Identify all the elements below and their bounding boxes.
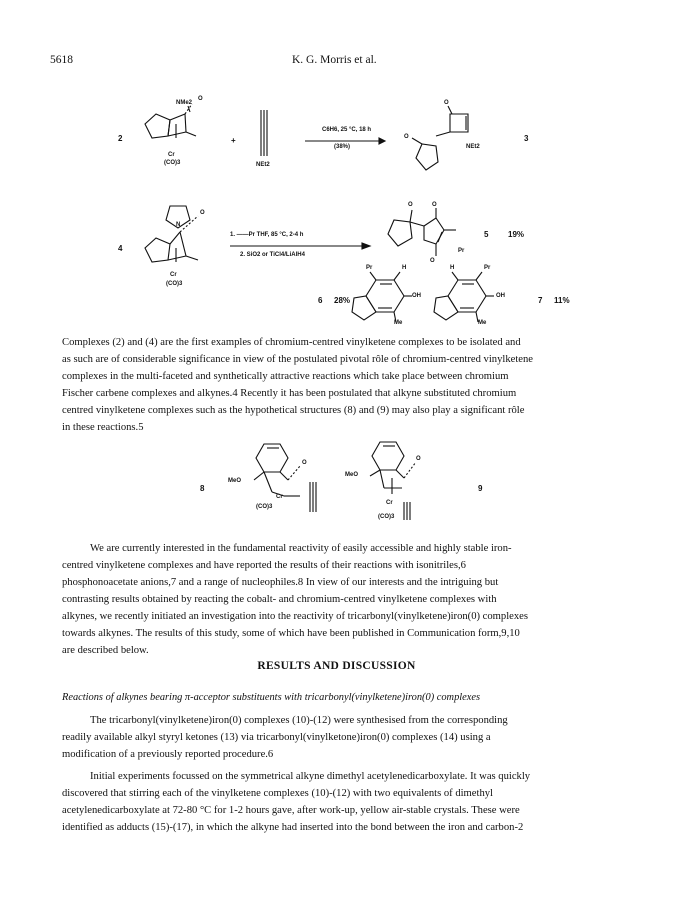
compound-6-hydrogen: H xyxy=(402,265,407,271)
compound-9-methoxy: MeO xyxy=(345,472,359,478)
text-line: are described below. xyxy=(62,645,149,656)
compound-4-metal: Cr xyxy=(170,272,177,278)
compound-5-yield: 19% xyxy=(508,230,525,239)
compound-9-number: 9 xyxy=(478,484,483,493)
text-line: readily available alkyl styryl ketones (13) via tricarbonyl(vinylketone)iron(0) complexes (14) using a xyxy=(62,732,491,743)
compound-2-number: 2 xyxy=(118,134,123,143)
plus-sign: + xyxy=(231,136,236,145)
text-line: as such are of considerable significance in view of the postulated pivotal rôle of chromium-centred vinylketene xyxy=(62,354,533,365)
compound-7-structure xyxy=(430,270,510,340)
reaction-1-yield: (38%) xyxy=(334,144,351,150)
compound-4-number: 4 xyxy=(118,244,123,253)
text-line: centred vinylketene complexes such as the hypothetical structures (8) and (9) may also play a significant rôle xyxy=(62,405,525,416)
reaction-2-arrow xyxy=(230,242,370,250)
compound-6-number: 6 xyxy=(318,296,323,305)
compound-4-amine-atom: N xyxy=(176,222,181,228)
reaction-2-step-1: 1. ——Pr THF, 85 °C, 2-4 h xyxy=(230,232,304,238)
compound-7-hydroxyl: OH xyxy=(496,293,505,299)
compound-8-metal: Cr xyxy=(276,494,283,500)
compound-5-oxygen-1: O xyxy=(408,202,413,208)
text-line: centred vinylketene complexes and have reported the results of their reactions with isonitriles,6 xyxy=(62,560,466,571)
compound-7-number: 7 xyxy=(538,296,543,305)
paragraph-3 xyxy=(62,712,622,763)
compound-5-substituent: Pr xyxy=(458,248,465,254)
compound-7-hydrogen: H xyxy=(450,265,455,271)
compound-9-oxygen: O xyxy=(416,456,421,462)
alkyne-structure xyxy=(258,108,270,162)
compound-3-oxygen-top: O xyxy=(444,100,449,106)
compound-4-structure xyxy=(140,196,230,286)
compound-7-yield: 11% xyxy=(554,296,570,305)
text-line: towards alkynes. The results of this study, some of which have been published in Communication form,9,10 xyxy=(62,628,520,639)
compound-3-number: 3 xyxy=(524,134,529,143)
text-line: The tricarbonyl(vinylketene)iron(0) complexes (10)-(12) were synthesised from the corresponding xyxy=(90,715,508,726)
text-line: alkynes, we recently initiated an investigation into the reactivity of tricarbonyl(vinylketene)iron(0) complexes xyxy=(62,611,528,622)
compound-5-number: 5 xyxy=(484,230,489,239)
compound-4-oxygen: O xyxy=(200,210,205,216)
subsection-heading: Reactions of alkynes bearing π-acceptor substituents with tricarbonyl(vinylketene)iron(0) complexes xyxy=(62,692,481,703)
compound-9-structure xyxy=(364,438,454,538)
compound-6-methyl: Me xyxy=(394,320,403,326)
compound-8-structure xyxy=(248,440,338,530)
compound-2-carbonyls: (CO)3 xyxy=(164,160,181,166)
compound-7-propyl: Pr xyxy=(484,265,491,271)
running-author: K. G. Morris et al. xyxy=(292,54,377,66)
compound-8-oxygen: O xyxy=(302,460,307,466)
compound-6-propyl: Pr xyxy=(366,265,373,271)
text-line: Complexes (2) and (4) are the first examples of chromium-centred vinylketene complexes to be isolated and xyxy=(62,337,521,348)
compound-2-substituent: NMe2 xyxy=(176,100,193,106)
text-line: identified as adducts (15)-(17), in which the alkyne had inserted into the bond between the iron and carbon-2 xyxy=(62,822,524,833)
text-line: We are currently interested in the fundamental reactivity of easily accessible and highly stable iron- xyxy=(90,543,512,554)
compound-9-carbonyls: (CO)3 xyxy=(378,514,395,520)
compound-5-structure xyxy=(378,200,478,280)
compound-6-hydroxyl: OH xyxy=(412,293,421,299)
compound-3-oxygen-left: O xyxy=(404,134,409,140)
compound-2-oxygen: O xyxy=(198,96,203,102)
compound-8-carbonyls: (CO)3 xyxy=(256,504,273,510)
compound-5-oxygen-3: O xyxy=(430,258,435,264)
compound-2-structure xyxy=(140,98,220,178)
text-line: discovered that stirring each of the vinylketene complexes (10)-(12) with two equivalents of dimethyl xyxy=(62,788,493,799)
compound-9-metal: Cr xyxy=(386,500,393,506)
text-line: Initial experiments focussed on the symmetrical alkyne dimethyl acetylenedicarboxylate. It was quickly xyxy=(90,771,531,782)
compound-7-methyl: Me xyxy=(478,320,487,326)
text-line: in these reactions.5 xyxy=(62,422,144,433)
compound-4-carbonyls: (CO)3 xyxy=(166,281,183,287)
compound-3-structure xyxy=(400,98,490,188)
paragraph-2 xyxy=(62,540,622,659)
text-line: acetylenedicarboxylate at 72-80 °C for 1-2 hours gave, after work-up, yellow air-stable crystals. These were xyxy=(62,805,520,816)
compound-8-number: 8 xyxy=(200,484,205,493)
text-line: Fischer carbene complexes and alkynes.4 Recently it has been postulated that alkyne substituted chromium xyxy=(62,388,517,399)
compound-6-yield: 28% xyxy=(334,296,351,305)
reaction-2-step-2: 2. SiO2 or TiCl4/LiAlH4 xyxy=(240,252,305,258)
text-line: phosphonoacetate anions,7 and a range of nucleophiles.8 In view of our interests and the intriguing but xyxy=(62,577,499,588)
text-line: modification of a previously reported procedure.6 xyxy=(62,749,274,760)
page-number: 5618 xyxy=(50,54,73,66)
alkyne-substituent: NEt2 xyxy=(256,162,270,168)
compound-8-methoxy: MeO xyxy=(228,478,242,484)
paragraph-4 xyxy=(62,768,622,836)
reaction-1-conditions: C6H6, 25 °C, 18 h xyxy=(322,127,372,133)
compound-3-substituent: NEt2 xyxy=(466,144,480,150)
compound-5-oxygen-2: O xyxy=(432,202,437,208)
compound-6-structure xyxy=(348,270,428,340)
paragraph-1 xyxy=(62,334,622,436)
text-line: complexes in the multi-faceted and synthetically attractive reactions which take place between chromium xyxy=(62,371,509,382)
text-line: contrasting results obtained by reacting the cobalt- and chromium-centred vinylketene complexes with xyxy=(62,594,497,605)
section-heading: RESULTS AND DISCUSSION xyxy=(257,660,416,672)
compound-2-metal: Cr xyxy=(168,152,175,158)
